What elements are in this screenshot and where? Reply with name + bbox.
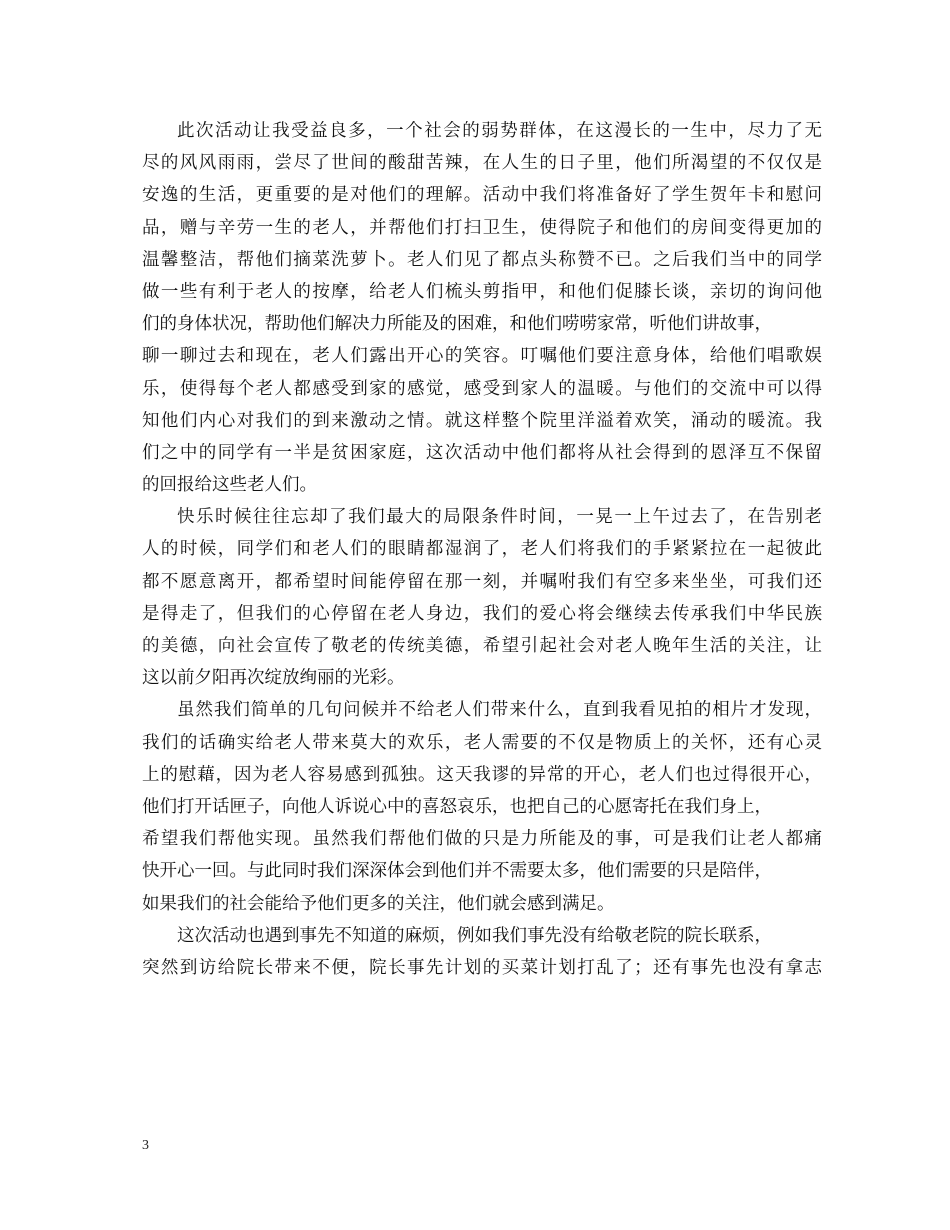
paragraph-line: 聊一聊过去和现在，老人们露出开心的笑容。叮嘱他们要注意身体，给他们唱歌娱 — [142, 346, 822, 367]
paragraph-line: 快乐时候往往忘却了我们最大的局限条件时间，一晃一上午过去了，在告别老 — [177, 507, 822, 528]
paragraph-line: 的回报给这些老人们。 — [142, 475, 317, 496]
paragraph-line: 虽然我们简单的几句问候并不给老人们带来什么，直到我看见拍的相片才发现， — [177, 700, 822, 721]
paragraph-line: 此次活动让我受益良多，一个社会的弱势群体，在这漫长的一生中，尽力了无 — [177, 121, 822, 141]
paragraph-line: 品，赠与辛劳一生的老人，并帮他们打扫卫生，使得院子和他们的房间变得更加的 — [142, 217, 822, 238]
paragraph-line: 如果我们的社会能给予他们更多的关注，他们就会感到满足。 — [142, 893, 615, 914]
paragraph-line: 知他们内心对我们的到来激动之情。就这样整个院里洋溢着欢笑，涌动的暖流。我 — [142, 410, 822, 431]
paragraph-line: 这以前夕阳再次绽放绚丽的光彩。 — [142, 668, 405, 689]
page-number: 3 — [142, 1138, 149, 1153]
paragraph-line: 上的慰藉，因为老人容易感到孤独。这天我谬的异常的开心，老人们也过得很开心， — [142, 764, 822, 785]
paragraph-line: 们之中的同学有一半是贫困家庭，这次活动中他们都将从社会得到的恩泽互不保留 — [142, 442, 822, 463]
paragraph-line: 他们打开话匣子，向他人诉说心中的喜怒哀乐，也把自己的心愿寄托在我们身上， — [142, 796, 772, 817]
body-text — [142, 115, 822, 984]
paragraph-line: 尽的风风雨雨，尝尽了世间的酸甜苦辣，在人生的日子里，他们所渴望的不仅仅是 — [142, 153, 822, 174]
paragraph-line: 是得走了，但我们的心停留在老人身边，我们的爱心将会继续去传承我们中华民族 — [142, 603, 822, 624]
paragraph-line: 快开心一回。与此同时我们深深体会到他们并不需要太多，他们需要的只是陪伴， — [142, 861, 772, 882]
paragraph-line: 做一些有利于老人的按摩，给老人们梳头剪指甲，和他们促膝长谈，亲切的询问他 — [142, 281, 822, 302]
paragraph-line: 这次活动也遇到事先不知道的麻烦，例如我们事先没有给敬老院的院长联系， — [177, 925, 772, 946]
paragraph-line: 人的时候，同学们和老人们的眼睛都湿润了，老人们将我们的手紧紧拉在一起彼此 — [142, 539, 822, 560]
paragraph-line: 的美德，向社会宣传了敬老的传统美德，希望引起社会对老人晚年生活的关注，让 — [142, 636, 822, 656]
paragraph-line: 安逸的生活，更重要的是对他们的理解。活动中我们将准备好了学生贺年卡和慰问 — [142, 185, 822, 206]
paragraph-line: 希望我们帮他实现。虽然我们帮他们做的只是力所能及的事，可是我们让老人都痛 — [142, 829, 822, 850]
paragraph-line: 都不愿意离开，都希望时间能停留在那一刻，并嘱咐我们有空多来坐坐，可我们还 — [142, 571, 822, 592]
paragraph-line: 突然到访给院长带来不便，院长事先计划的买菜计划打乱了；还有事先也没有拿志 — [142, 957, 822, 978]
paragraph-line: 乐，使得每个老人都感受到家的感觉，感受到家人的温暖。与他们的交流中可以得 — [142, 378, 822, 399]
paragraph-line: 温馨整洁，帮他们摘菜洗萝卜。老人们见了都点头称赞不已。之后我们当中的同学 — [142, 249, 822, 270]
paragraph-line: 我们的话确实给老人带来莫大的欢乐，老人需要的不仅是物质上的关怀，还有心灵 — [142, 732, 822, 753]
paragraph-line: 们的身体状况，帮助他们解决力所能及的困难，和他们唠唠家常，听他们讲故事， — [142, 314, 772, 335]
